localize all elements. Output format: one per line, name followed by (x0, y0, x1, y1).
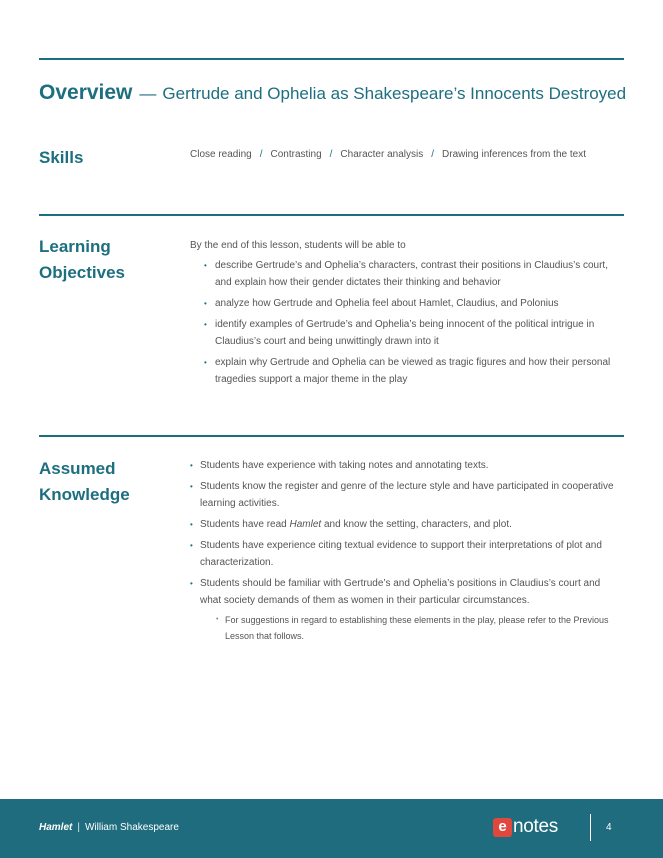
enotes-logo (493, 816, 558, 838)
footer-separator: | (77, 822, 80, 833)
logo-e-icon: e (493, 818, 512, 837)
skills-list (190, 149, 586, 160)
sub-list-item: • For suggestions in regard to establishing these elements in the play, please refer to the Previous Lesson that follows. (190, 612, 615, 644)
knowledge-list (190, 457, 615, 609)
page-number: 4 (606, 822, 612, 833)
top-rule (39, 58, 624, 60)
skills-heading: Skills (39, 148, 84, 167)
text-run: Students have read (200, 519, 290, 530)
skill-item: Character analysis (340, 149, 424, 160)
heading-line: Objectives (39, 263, 125, 282)
overview-dash: — (139, 84, 157, 103)
overview-header (39, 80, 629, 108)
list-item (200, 516, 615, 533)
list-item: • describe Gertrude’s and Ophelia’s characters, contrast their positions in Claudius’s court, and explain how their gender dictates their thinking and behavior (215, 257, 615, 291)
learning-objectives-body (190, 237, 615, 392)
logo-wordmark: notes (513, 816, 558, 837)
list-item: • explain why Gertrude and Ophelia can be viewed as tragic figures and how their personal tragedies support a major theme in the play (215, 354, 615, 388)
footer-work-title: Hamlet (39, 822, 73, 833)
list-item: • Students have experience with taking notes and annotating texts. (200, 457, 615, 474)
learning-objectives-heading (39, 234, 125, 286)
footer-author: William Shakespeare (84, 822, 179, 833)
footer-credit (39, 822, 179, 833)
heading-line: Assumed (39, 459, 116, 478)
heading-line: Learning (39, 237, 111, 256)
list-item: • identify examples of Gertrude’s and Ophelia’s being innocent of the political intrigue in Claudius’s court and being unwittingly drawn into it (215, 316, 615, 350)
heading-line: Knowledge (39, 485, 130, 504)
skill-separator: / (259, 149, 263, 160)
text-run: and know the setting, characters, and plot. (321, 519, 512, 530)
list-item: • Students know the register and genre of the lecture style and have participated in cooperative learning activities. (200, 478, 615, 512)
skill-item: Close reading (190, 149, 252, 160)
list-item: • analyze how Gertrude and Ophelia feel about Hamlet, Claudius, and Polonius (215, 295, 615, 312)
skill-item: Drawing inferences from the text (442, 149, 586, 160)
section-rule (39, 435, 624, 437)
objectives-intro: By the end of this lesson, students will be able to (190, 240, 406, 251)
footer-bar (0, 799, 663, 858)
assumed-knowledge-body (190, 457, 615, 644)
overview-heading: Overview (39, 81, 133, 104)
objectives-list (190, 257, 615, 388)
skill-separator: / (431, 149, 435, 160)
work-title-italic: Hamlet (289, 519, 322, 530)
footer-divider (590, 814, 591, 841)
list-item: • Students have experience citing textual evidence to support their interpretations of plot and characterization. (200, 537, 615, 571)
skill-separator: / (329, 149, 333, 160)
skill-item: Contrasting (270, 149, 322, 160)
section-rule (39, 214, 624, 216)
assumed-knowledge-heading (39, 456, 130, 508)
lesson-title: Gertrude and Ophelia as Shakespeare’s Innocents Destroyed (162, 84, 627, 103)
list-item: • Students should be familiar with Gertrude’s and Ophelia’s positions in Claudius’s court and what society demands of them as women in their particular circumstances. (200, 575, 615, 609)
